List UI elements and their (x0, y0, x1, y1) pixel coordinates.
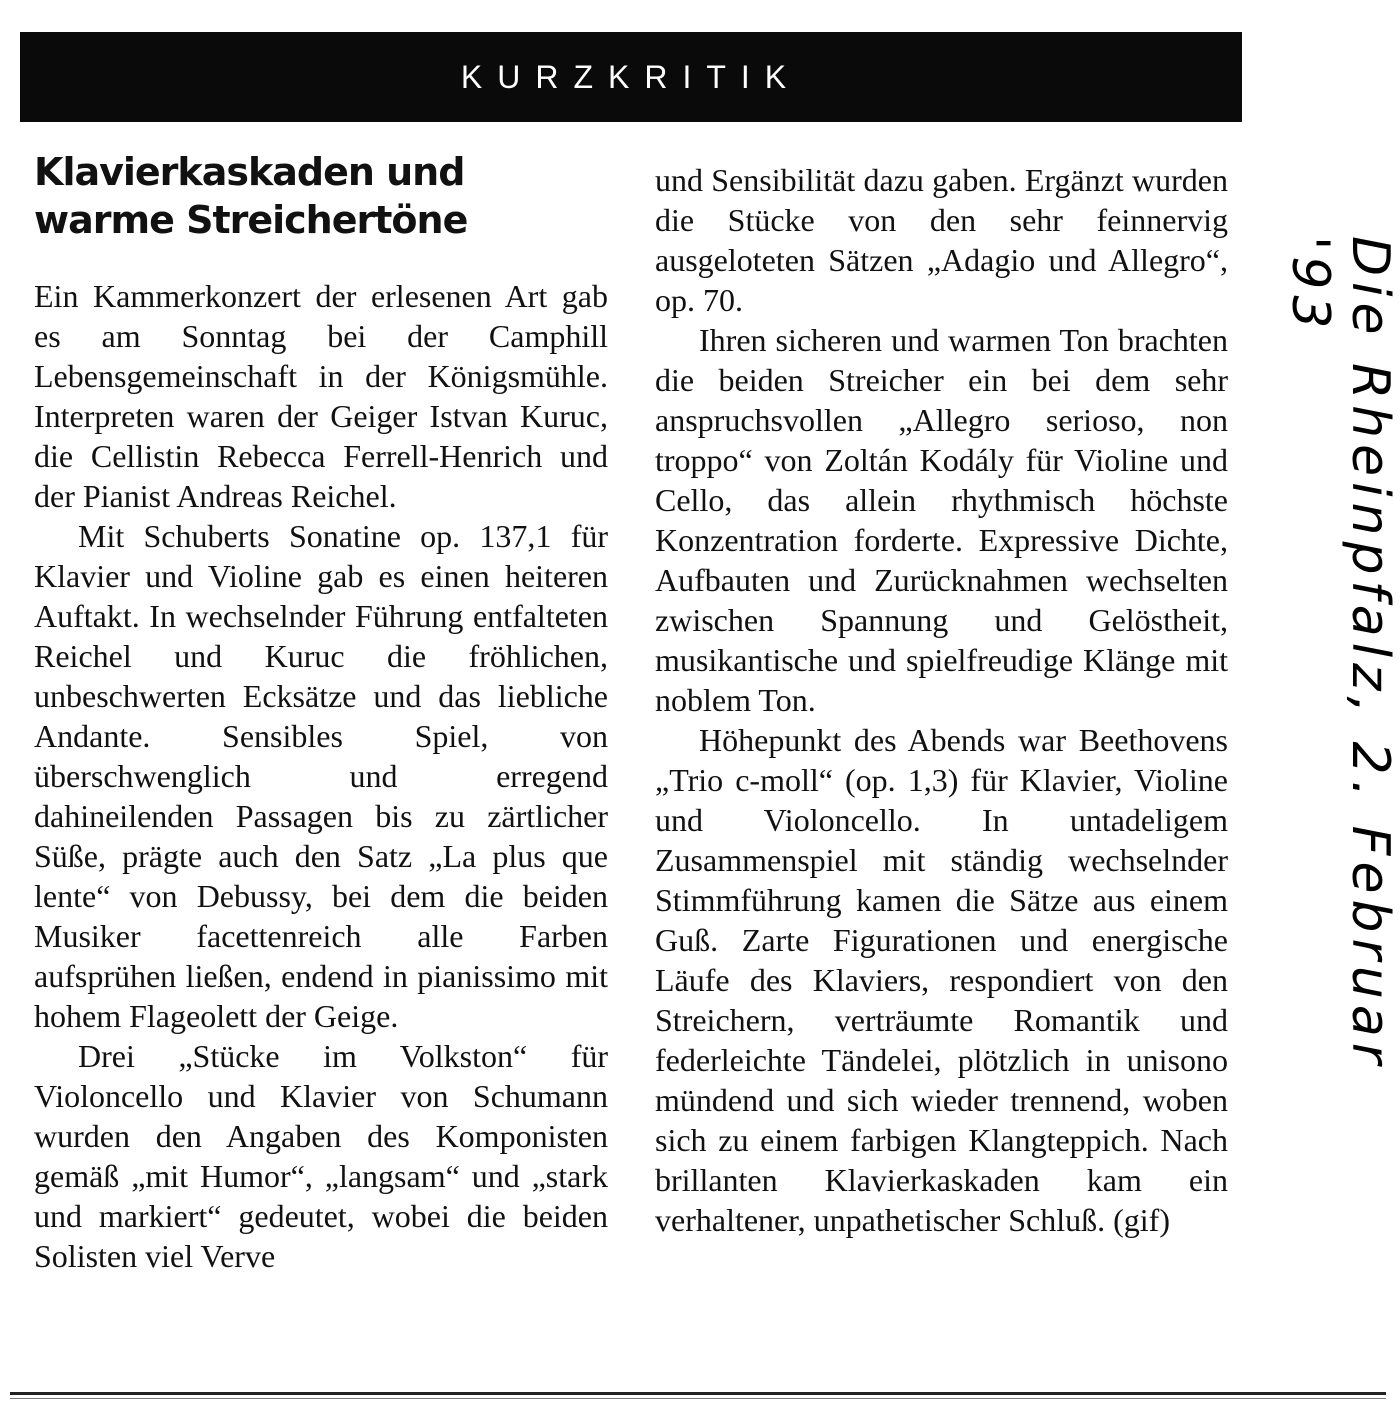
paragraph-intro: Ein Kammerkonzert der erlesenen Art gab es am Sonntag bei der Camphill Lebensgemeinschaft in der Königsmühle. Interpreten waren der Geiger Istvan Kuruc, die Cellistin Rebecca Ferrell-Henrich und der Pianist Andreas Reichel. (34, 278, 608, 514)
article-headline (34, 148, 614, 244)
article-column-right (655, 160, 1228, 1240)
section-label: KURZKRITIK (460, 58, 802, 95)
headline-line-2: warme Streichertöne (34, 198, 468, 242)
paragraph-schubert: Mit Schuberts Sonatine op. 137,1 für Klavier und Violine gab es einen heiteren Auftakt. In wechselnder Führung entfalteten Reichel und Kuruc die fröhlichen, unbeschwerten Ecksätze und das liebliche Andante. Sensibles Spiel, von überschwenglich und erregend dahineilenden Passagen bis zu zärtlicher Süße, prägte auch den Satz „La plus que lente“ von Debussy, bei dem die beiden Musiker facettenreich alle Farben aufsprühen ließen, endend in pianissimo mit hohem Flageolett der Geige. (34, 518, 608, 1034)
handwritten-source-note (1280, 236, 1400, 1136)
article-column-left (34, 276, 608, 1276)
section-banner (20, 32, 1242, 122)
paragraph-schumann: Drei „Stücke im Volkston“ für Violoncello und Klavier von Schumann wurden den Angaben des Komponisten gemäß „mit Humor“, „langsam“ und „stark und markiert“ gedeutet, wobei die beiden Solisten viel Verve (34, 1038, 608, 1274)
bottom-rule-thin (10, 1398, 1386, 1399)
bottom-rule (10, 1392, 1386, 1395)
headline-line-1: Klavierkaskaden und (34, 150, 465, 194)
paragraph-beethoven: Höhepunkt des Abends war Beethovens „Trio c-moll“ (op. 1,3) für Klavier, Violine und Violoncello. In untadeligem Zusammenspiel mit ständig wechselnder Stimmführung kamen die Sätze aus einem Guß. Zarte Figurationen und energische Läufe des Klaviers, respondiert von den Streichern, verträumte Romantik und federleichte Tändelei, plötzlich in unisono mündend und sich wieder trennend, woben sich zu einem farbigen Klangteppich. Nach brillanten Klavierkaskaden kam ein verhaltener, unpathetischer Schluß. (gif) (655, 722, 1228, 1238)
paragraph-continuation: und Sensibilität dazu gaben. Ergänzt wurden die Stücke von den sehr feinnervig ausgeloteten Sätzen „Adagio und Allegro“, op. 70. (655, 162, 1228, 318)
handwritten-text: Die Rheinpfalz, 2. Februar '93 (1280, 236, 1400, 1071)
paragraph-kodaly: Ihren sicheren und warmen Ton brachten die beiden Streicher ein bei dem sehr anspruchsvollen „Allegro serioso, non troppo“ von Zoltán Kodály für Violine und Cello, das allein rhythmisch höchste Konzentration forderte. Expressive Dichte, Aufbauten und Zurücknahmen wechselten zwischen Spannung und Gelöstheit, musikantische und spielfreudige Klänge mit noblem Ton. (655, 322, 1228, 718)
